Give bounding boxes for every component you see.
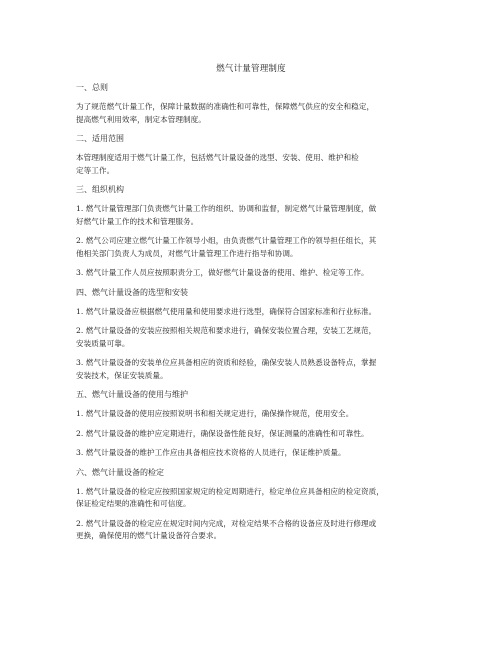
paragraph-line: 2. 燃气计量设备的安装应按照相关规范和要求进行，确保安装位置合理，安装工艺规范，	[76, 326, 377, 335]
paragraph-line: 好燃气计量工作的技术和管理服务。	[76, 216, 199, 226]
paragraph	[76, 447, 432, 460]
paragraph-line: 保证检定结果的准确性和可信度。	[76, 499, 191, 508]
section-heading: 三、组织机构	[76, 185, 124, 194]
paragraph-line: 3. 燃气计量工作人员应按照职责分工，做好燃气计量设备的使用、维护、检定等工作。	[76, 268, 369, 277]
paragraph	[76, 101, 432, 126]
section-heading: 一、总则	[76, 83, 108, 92]
paragraph-line: 更换，确保使用的燃气计量设备符合要求。	[76, 531, 222, 540]
paragraph-line: 安装质量可靠。	[76, 338, 130, 348]
paragraph	[76, 486, 432, 511]
paragraph-line: 1. 燃气计量设备的使用应按照说明书和相关规定进行，确保操作规范，使用安全。	[76, 409, 354, 418]
paragraph	[76, 152, 432, 177]
paragraph	[76, 235, 432, 260]
paragraph	[76, 325, 432, 350]
section-heading: 二、适用范围	[76, 134, 124, 143]
paragraph	[76, 306, 432, 319]
paragraph-line: 1. 燃气计量设备应根据燃气使用量和使用要求进行选型，确保符合国家标准和行业标准。	[76, 306, 377, 316]
paragraph	[76, 408, 432, 421]
document-body	[76, 82, 432, 550]
paragraph-line: 定等工作。	[76, 165, 115, 175]
paragraph-line: 1. 燃气计量管理部门负责燃气计量工作的组织、协调和监督，制定燃气计量管理制度，做	[76, 204, 377, 213]
paragraph-line: 本管理制度适用于燃气计量工作，包括燃气计量设备的选型、安装、使用、维护和检	[76, 153, 359, 162]
paragraph-line: 1. 燃气计量设备的检定应按照国家规定的检定周期进行，检定单位应具备相应的检定资质，	[76, 486, 384, 496]
section-heading: 五、燃气计量设备的使用与维护	[76, 390, 188, 399]
paragraph-line: 3. 燃气计量设备的维护工作应由具备相应技术资格的人员进行，保证维护质量。	[76, 448, 346, 457]
paragraph	[76, 428, 432, 441]
paragraph	[76, 357, 432, 382]
paragraph	[76, 267, 432, 280]
paragraph-line: 2. 燃气计量设备的维护应定期进行，确保设备性能良好，保证测量的准确性和可靠性。	[76, 428, 369, 438]
paragraph-line: 2. 燃气计量设备的检定应在规定时间内完成，对检定结果不合格的设备应及时进行修理或	[76, 518, 377, 528]
paragraph-line: 为了规范燃气计量工作，保障计量数据的准确性和可靠性，保障燃气供应的安全和稳定，	[76, 102, 375, 111]
document-title: 燃气计量管理制度	[216, 64, 286, 74]
section-heading: 六、燃气计量设备的检定	[76, 467, 164, 477]
paragraph-line: 提高燃气利用效率，制定本管理制度。	[76, 114, 206, 124]
paragraph	[76, 518, 432, 543]
paragraph-line: 3. 燃气计量设备的安装单位应具备相应的资质和经验，确保安装人员熟悉设备特点，掌握	[76, 358, 377, 367]
paragraph	[76, 203, 432, 228]
paragraph-line: 2. 燃气公司应建立燃气计量工作领导小组，由负责燃气计量管理工作的领导担任组长，其	[76, 236, 377, 245]
paragraph-line: 安装技术，保证安装质量。	[76, 370, 168, 380]
section-heading: 四、燃气计量设备的选型和安装	[76, 287, 188, 297]
paragraph-line: 他相关部门负责人为成员，对燃气计量管理工作进行指导和协调。	[76, 248, 298, 258]
